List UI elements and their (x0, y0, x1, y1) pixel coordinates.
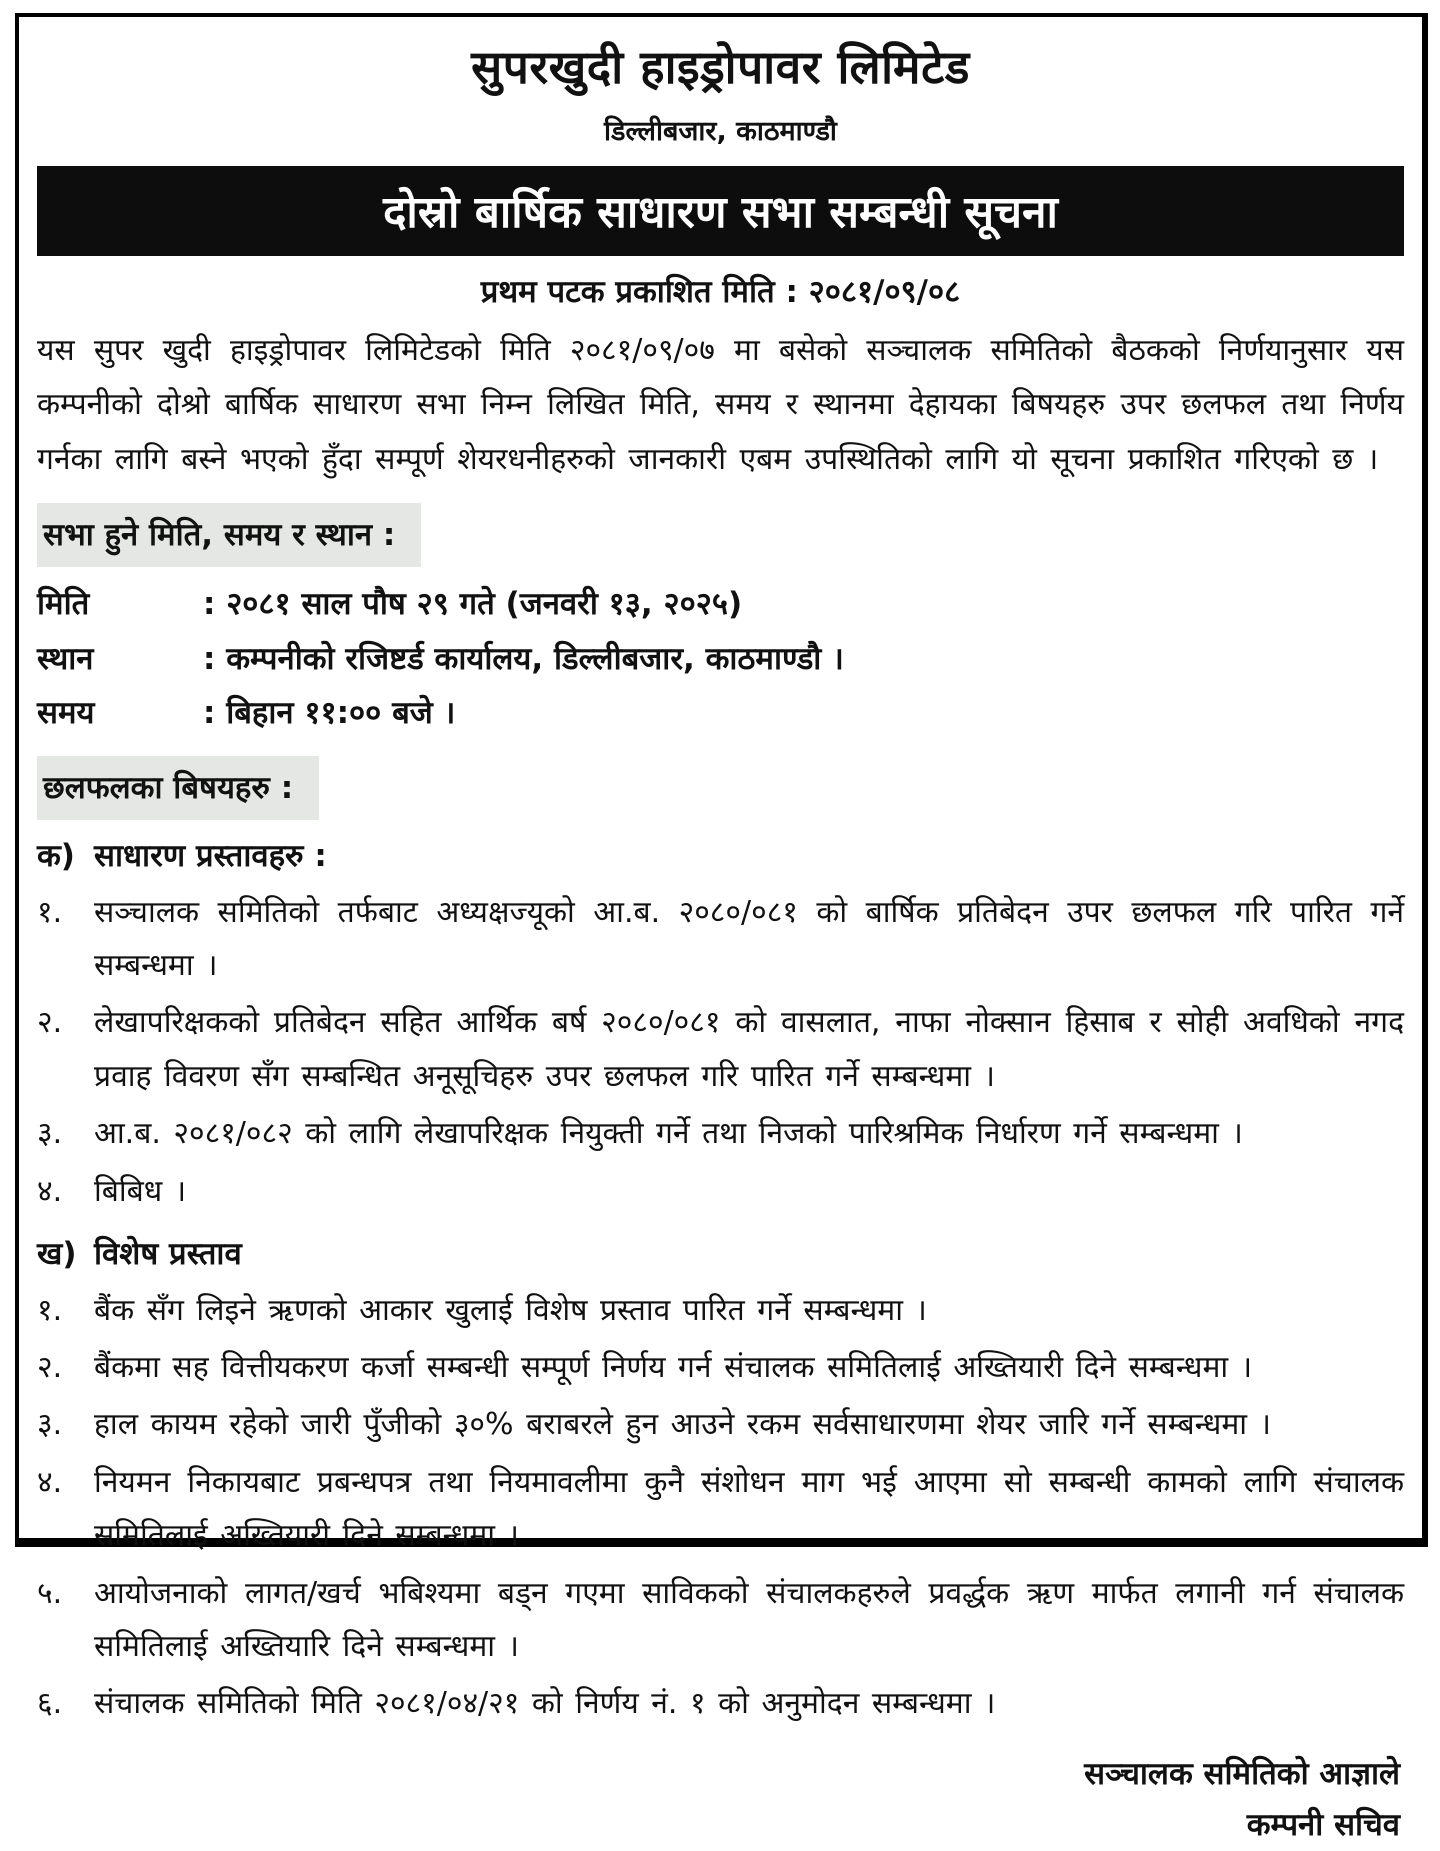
list-item (37, 1341, 1404, 1394)
intro-paragraph: यस सुपर खुदी हाइड्रोपावर लिमिटेडको मिति २०८१/०९/०७ मा बसेको सञ्चालक समितिको बैठकको निर्णयानुसार यस कम्पनीको दोश्रो बार्षिक साधारण सभा निम्न लिखित मिति, समय र स्थानमा देहायका बिषयहरु उपर छलफल तथा निर्णय गर्नका लागि बस्ने भएको हुँदा सम्पूर्ण शेयरधनीहरुको जानकारी एबम उपस्थितिको लागि यो सूचना प्रकाशित गरिएको छ । (37, 332, 1404, 477)
item-text: लेखापरिक्षकको प्रतिबेदन सहित आर्थिक बर्ष २०८०/०८१ को वासलात, नाफा नोक्सान हिसाब र सोही अवधिको नगद प्रवाह विवरण सँग सम्बन्धित अनूसूचिहरु उपर छलफल गरि पारित गर्ने सम्बन्धमा । (94, 1005, 1404, 1094)
special-proposals-label: ख) (37, 1235, 77, 1272)
notice-frame (15, 13, 1428, 1843)
item-number: ५. (37, 1575, 63, 1611)
company-name: सुपरखुदी हाइड्रोपावर लिमिटेड (471, 40, 970, 94)
item-text: आयोजनाको लागत/खर्च भबिश्यमा बड्न गएमा साविकको संचालकहरुले प्रवर्द्धक ऋण मार्फत लगानी गर्न संचालक समितिलाई अख्तियारि दिने सम्बन्धमा । (94, 1575, 1404, 1664)
item-text: संचालक समितिको मिति २०८१/०४/२१ को निर्णय नं. १ को अनुमोदन सम्बन्धमा । (94, 1686, 996, 1722)
item-text: सञ्चालक समितिको तर्फबाट अध्यक्षज्यूको आ.ब. २०८०/०८१ को बार्षिक प्रतिबेदन उपर छलफल गरि पारित गर्ने सम्बन्धमा । (94, 894, 1404, 984)
general-proposals-list (37, 886, 1404, 1218)
list-item (37, 1284, 1404, 1337)
item-number: ४. (37, 1464, 63, 1500)
meeting-place-label: स्थान (37, 640, 94, 677)
agenda-heading: छलफलका बिषयहरु : (37, 756, 319, 820)
signature-authority: सञ्चालक समितिको आज्ञाले (1084, 1755, 1400, 1792)
meeting-details-heading: सभा हुने मिति, समय र स्थान : (37, 503, 421, 567)
notice-title-banner: दोस्रो बार्षिक साधारण सभा सम्बन्धी सूचना (37, 166, 1404, 256)
list-item (37, 1165, 1404, 1218)
special-proposals-list (37, 1284, 1404, 1731)
list-item (37, 1567, 1404, 1674)
signature-role: कम्पनी सचिव (1246, 1806, 1400, 1843)
general-proposals-title: साधारण प्रस्तावहरु : (94, 838, 327, 875)
list-item (37, 996, 1404, 1103)
item-number: ४. (37, 1173, 63, 1209)
meeting-date-label: मिति (37, 586, 90, 623)
item-number: ३. (37, 1116, 63, 1152)
item-number: २. (37, 1005, 63, 1041)
list-item (37, 1677, 1404, 1730)
list-item (37, 1107, 1404, 1160)
meeting-place-value: : कम्पनीको रजिष्टर्ड कार्यालय, डिल्लीबजार, काठमाण्डौ । (203, 640, 844, 677)
item-text: आ.ब. २०८१/०८२ को लागि लेखापरिक्षक नियुक्ती गर्ने तथा निजको पारिश्रमिक निर्धारण गर्ने सम्बन्धमा । (94, 1116, 1243, 1152)
meeting-date-value: : २०८१ साल पौष २९ गते (जनवरी १३, २०२५) (203, 586, 743, 623)
item-text: बैंकमा सह वित्तीयकरण कर्जा सम्बन्धी सम्पूर्ण निर्णय गर्न संचालक समितिलाई अख्तियारी दिने सम्बन्धमा । (94, 1349, 1253, 1385)
special-proposals-heading (37, 1230, 1404, 1280)
meeting-time-value: : बिहान ११:०० बजे । (203, 694, 456, 731)
general-proposals-heading (37, 832, 1404, 882)
item-number: १. (37, 1292, 63, 1328)
item-text: हाल कायम रहेको जारी पुँजीको ३०% बराबरले हुन आउने रकम सर्वसाधारणमा शेयर जारि गर्ने सम्बन्धमा । (94, 1407, 1271, 1443)
published-date-line: प्रथम पटक प्रकाशित मिति : २०८१/०९/०८ (480, 273, 961, 310)
item-text: बिबिध । (94, 1173, 187, 1209)
item-text: नियमन निकायबाट प्रबन्धपत्र तथा नियमावलीमा कुनै संशोधन माग भई आएमा सो सम्बन्धी कामको लागि संचालक समितिलाई अख्तियारी दिने सम्बन्धमा । (94, 1464, 1404, 1554)
list-item (37, 886, 1404, 993)
company-address: डिल्लीबजार, काठमाण्डौ (604, 115, 837, 147)
item-number: २. (37, 1349, 63, 1385)
item-number: ३. (37, 1407, 63, 1443)
meeting-place-row (37, 632, 1404, 686)
general-proposals-label: क) (37, 838, 75, 875)
item-text: बैंक सँग लिइने ऋणको आकार खुलाई विशेष प्रस्ताव पारित गर्ने सम्बन्धमा । (94, 1292, 927, 1328)
item-number: ६. (37, 1686, 63, 1722)
meeting-date-row (37, 577, 1404, 631)
meeting-time-row (37, 686, 1404, 740)
special-proposals-title: विशेष प्रस्ताव (94, 1235, 242, 1272)
meeting-time-label: समय (37, 694, 95, 731)
list-item (37, 1398, 1404, 1451)
item-number: १. (37, 894, 63, 930)
meeting-details (37, 577, 1404, 740)
list-item (37, 1456, 1404, 1563)
signature-block (37, 1749, 1404, 1851)
